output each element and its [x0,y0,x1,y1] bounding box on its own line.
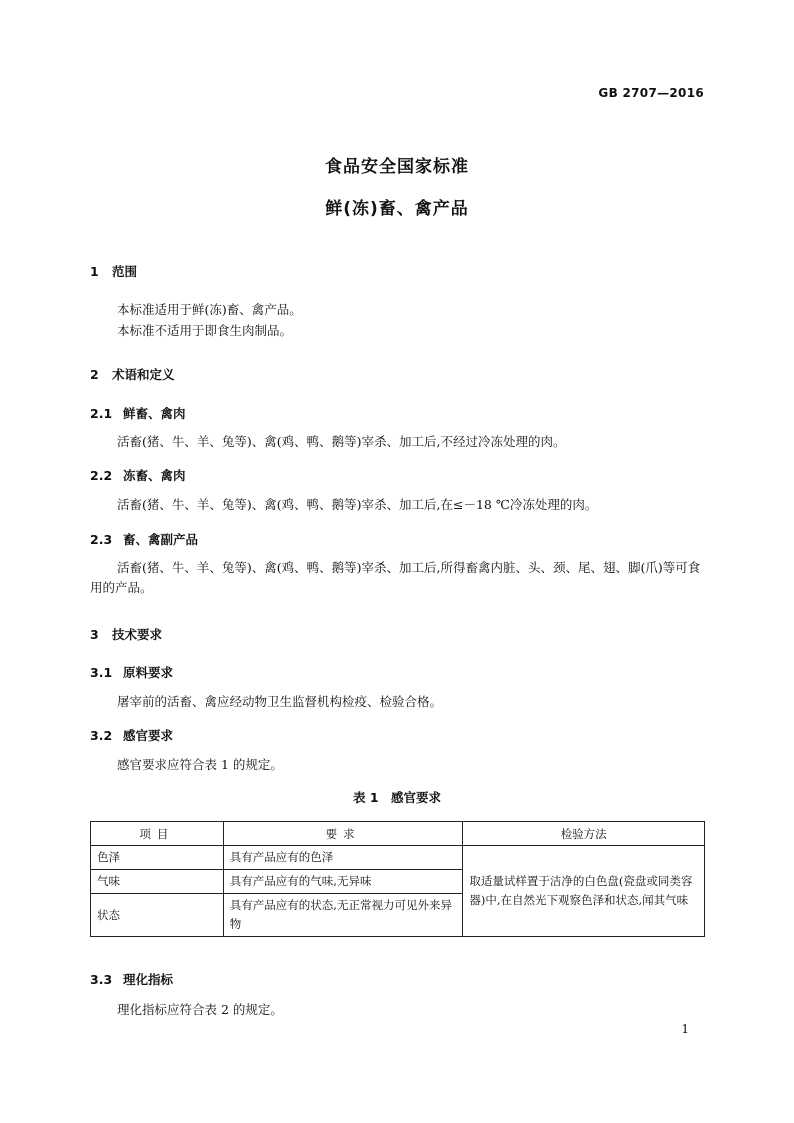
section-1-paragraph-1: 本标准适用于鲜(冻)畜、禽产品。 [117,302,302,317]
section-title: 冻畜、禽肉 [123,468,186,483]
table-1-caption: 表 1 感官要求 [352,790,442,805]
section-number: 2.2 [90,468,113,483]
table-header-row [91,822,705,846]
item-cell: 状态 [91,894,224,937]
section-1-heading [90,262,137,280]
section-number: 1 [90,264,99,279]
section-3-1-heading [90,663,173,681]
section-2-3-heading [90,530,198,548]
section-3-3-heading [90,970,173,988]
section-2-heading [90,365,175,383]
standard-code: GB 2707—2016 [598,86,704,100]
item-cell: 气味 [91,870,224,894]
column-header-requirement: 要求 [223,822,463,846]
requirement-cell: 具有产品应有的气味,无异味 [223,870,463,894]
section-number: 3.2 [90,728,113,743]
section-title: 原料要求 [123,665,174,680]
section-number: 3.3 [90,972,113,987]
section-title: 理化指标 [123,972,174,987]
section-2-1-paragraph: 活畜(猪、牛、羊、兔等)、禽(鸡、鸭、鹅等)宰杀、加工后,不经过冷冻处理的肉。 [117,434,566,449]
section-2-3-paragraph: 活畜(猪、牛、羊、兔等)、禽(鸡、鸭、鹅等)宰杀、加工后,所得畜禽内脏、头、颈、尾、翅、脚(爪)等可食用的产品。 [90,560,701,595]
section-number: 3.1 [90,665,113,680]
document-subtitle: 鲜(冻)畜、禽产品 [325,199,469,219]
sensory-requirements-table [90,821,705,937]
section-3-heading [90,625,162,643]
document-title: 食品安全国家标准 [325,157,469,177]
method-cell: 取适量试样置于洁净的白色盘(瓷盘或同类容器)中,在自然光下观察色泽和状态,闻其气味 [463,846,705,937]
section-title: 范围 [112,264,138,279]
requirement-cell: 具有产品应有的状态,无正常视力可见外来异物 [223,894,463,937]
section-3-2-heading [90,726,173,744]
column-header-method: 检验方法 [463,822,705,846]
section-3-2-paragraph: 感官要求应符合表 1 的规定。 [117,757,283,772]
page-number: 1 [681,1022,689,1036]
table-row [91,846,705,870]
section-1-paragraph-2: 本标准不适用于即食生肉制品。 [117,323,293,338]
section-title: 技术要求 [112,627,163,642]
section-number: 2.3 [90,532,113,547]
section-3-3-paragraph: 理化指标应符合表 2 的规定。 [117,1002,283,1017]
item-cell: 色泽 [91,846,224,870]
section-number: 3 [90,627,99,642]
section-2-2-paragraph: 活畜(猪、牛、羊、兔等)、禽(鸡、鸭、鹅等)宰杀、加工后,在≤－18 ℃冷冻处理的肉。 [117,497,598,512]
requirement-cell: 具有产品应有的色泽 [223,846,463,870]
section-2-2-heading [90,466,186,484]
section-title: 畜、禽副产品 [123,532,199,547]
section-number: 2.1 [90,406,113,421]
section-title: 感官要求 [123,728,174,743]
section-2-1-heading [90,404,186,422]
section-number: 2 [90,367,99,382]
section-3-1-paragraph: 屠宰前的活畜、禽应经动物卫生监督机构检疫、检验合格。 [117,694,443,709]
section-title: 鲜畜、禽肉 [123,406,186,421]
section-title: 术语和定义 [112,367,175,382]
column-header-item: 项目 [91,822,224,846]
